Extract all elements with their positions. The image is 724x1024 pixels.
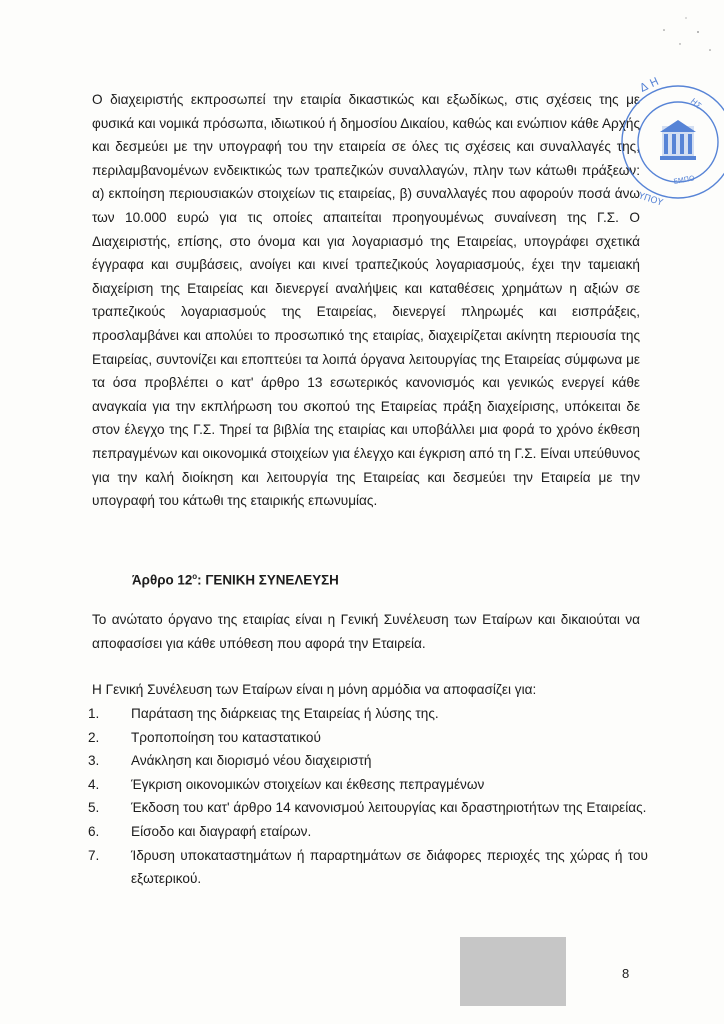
paragraph-administrator: Ο διαχειριστής εκπροσωπεί την εταιρία δικαστικώς και εξωδίκως, στις σχέσεις της με φυσικά και νομικά πρόσωπα, ιδιωτικού ή δημοσίου Δικαίου, καθώς και ενώπιον κάθε Αρχής και δεσμεύει με την υπογραφή του την εταιρεία σε όλες τις σχέσεις και συναλλαγές της, περιλαμβανομένων ενδεικτικώς των τραπεζικών συναλλαγών, πλην των κάτωθι πράξεων: α) εκποίηση περιουσιακών στοιχείων τις εταιρείας, β) συναλλαγές που αφορούν ποσά άνω των 10.000 ευρώ για τις οποίες απαιτείται προηγουμένως συναίνεση της Γ.Σ. Ο Διαχειριστής, επίσης, στο όνομα και για λογαριασμό της Εταιρείας, υπογράφει σχετικά έγγραφα και συμβάσεις, ανοίγει και κινεί τραπεζικούς λογαριασμούς, έχει την ταμειακή διαχείριση της Εταιρείας και διενεργεί αναλήψεις και καταθέσεις χρημάτων η αξιών σε τραπεζικούς λογαριασμούς της Εταιρείας, διενεργεί πληρωμές και εισπράξεις, προσλαμβάνει και απολύει το προσωπικό της εταιρίας, διαχειρίζεται ακίνητη περιουσία της Εταιρείας, συντονίζει και εποπτεύει τα λοιπά όργανα λειτουργίας της Εταιρείας σύμφωνα με τα όσα προβλέπει ο κατ' άρθρο 13 εσωτερικός κανονισμός και γενικώς ενεργεί κάθε αναγκαία για την εκπλήρωση του σκοπού της Εταιρείας πράξη διαχείρισης, υπόκειται δε στον έλεγχο της Γ.Σ. Τηρεί τα βιβλία της εταιρίας και υποβάλλει μια φορά το χρόνο έκθεση πεπραγμένων και οικονομικά στοιχείων για έλεγχο και έγκριση από τη Γ.Σ. Είναι υπεύθυνος για την καλή διοίκηση και λειτουργία της Εταιρείας και δεσμεύει την Εταιρεία με την υπογραφή του κάτωθι της εταιρικής επωνυμίας. <box>92 92 640 509</box>
list-item-number: 2. <box>88 729 100 745</box>
svg-text:Δ Η: Δ Η <box>637 74 661 95</box>
list-item <box>88 749 648 773</box>
article-number: Άρθρο 12 <box>132 572 193 588</box>
official-stamp-icon <box>612 62 724 222</box>
list-intro: Η Γενική Συνέλευση των Εταίρων είναι η μόνη αρμόδια να αποφασίζει για: <box>92 682 537 697</box>
list-item <box>88 726 648 750</box>
svg-text:ΕΜΠΟ: ΕΜΠΟ <box>672 174 696 186</box>
list-item <box>88 773 648 797</box>
article-12-heading <box>132 572 339 587</box>
scan-speckles <box>640 10 720 70</box>
list-item-number: 4. <box>88 776 100 792</box>
svg-text:ΥΠΟΥ: ΥΠΟΥ <box>637 191 664 209</box>
list-item <box>88 820 648 844</box>
list-item-number: 6. <box>88 823 100 839</box>
svg-text:ΗΣ: ΗΣ <box>688 96 703 111</box>
list-item-number: 1. <box>88 706 100 721</box>
list-item <box>88 796 648 820</box>
page-number: 8 <box>622 966 630 981</box>
list-item-number: 5. <box>88 800 100 816</box>
list-item-number: 3. <box>88 753 100 769</box>
list-item-number: 7. <box>88 847 100 863</box>
list-item-text: Έκδοση του κατ' άρθρο 14 κανονισμού λειτουργίας και δραστηριοτήτων της Εταιρείας. <box>131 800 647 816</box>
list-item-text: Είσοδο και διαγραφή εταίρων. <box>131 823 312 839</box>
ordinal-superscript: ο <box>192 572 198 581</box>
powers-list <box>88 702 648 891</box>
list-item <box>88 702 648 726</box>
article-title: : ΓΕΝΙΚΗ ΣΥΝΕΛΕΥΣΗ <box>197 572 339 588</box>
list-item-text: Έγκριση οικονομικών στοιχείων και έκθεσης πεπραγμένων <box>131 776 485 792</box>
list-item <box>88 844 648 891</box>
redaction-box <box>460 937 566 1006</box>
list-item-text: Ανάκληση και διορισμό νέου διαχειριστή <box>131 753 372 769</box>
list-item-text: Ίδρυση υποκαταστημάτων ή παραρτημάτων σε διάφορες περιοχές της χώρας ή του εξωτερικού. <box>131 847 648 887</box>
list-item-text: Παράταση της διάρκειας της Εταιρείας ή λύσης της. <box>131 706 439 721</box>
paragraph-general-assembly: Το ανώτατο όργανο της εταιρίας είναι η Γενική Συνέλευση των Εταίρων και δικαιούται να αποφασίσει για κάθε υπόθεση που αφορά την Εταιρεία. <box>92 612 640 651</box>
list-item-text: Τροποποίηση του καταστατικού <box>131 729 321 745</box>
